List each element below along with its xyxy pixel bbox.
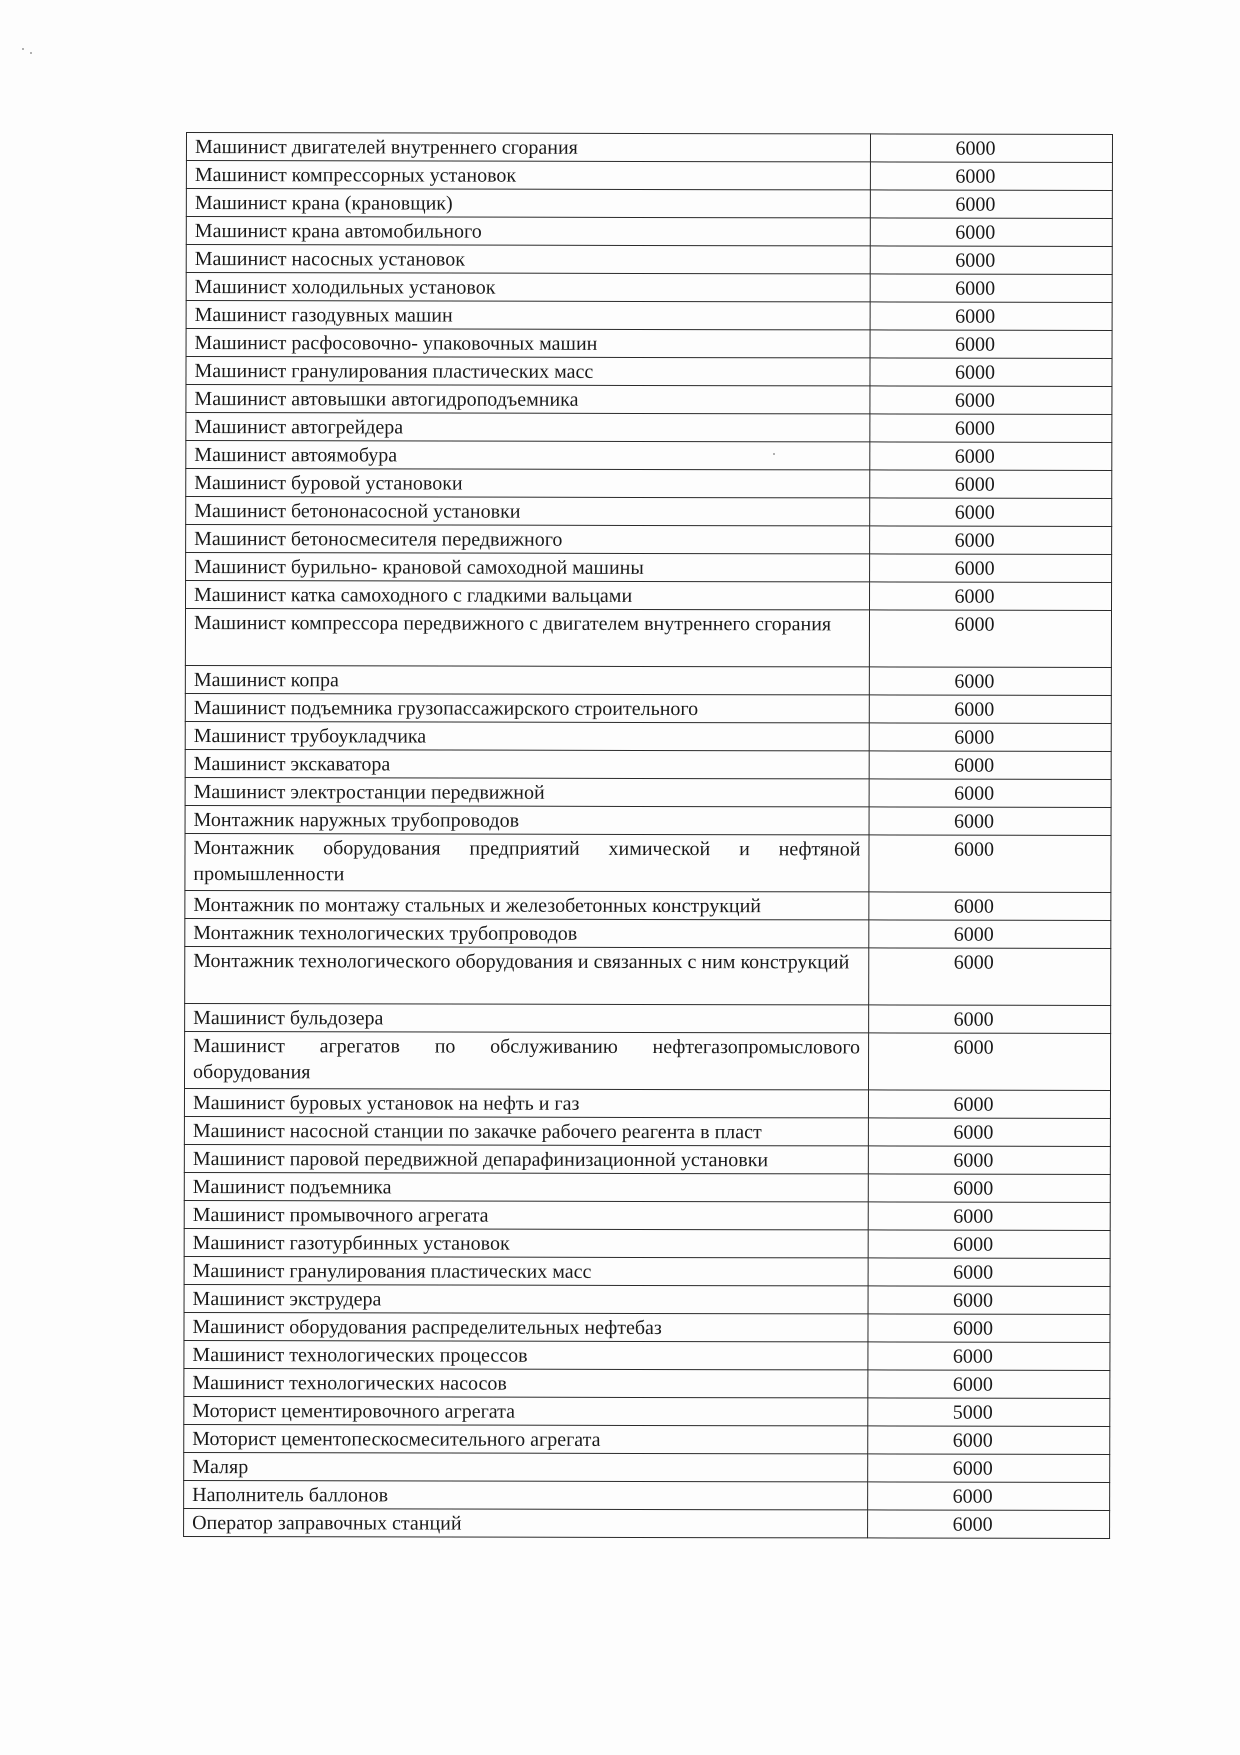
table-row bbox=[184, 1424, 1110, 1454]
table-row bbox=[185, 833, 1111, 892]
table-row bbox=[184, 1088, 1110, 1118]
profession-name-cell: Машинист компрессора передвижного с двигателем внутреннего сгорания bbox=[185, 609, 869, 667]
profession-name-cell: Машинист двигателей внутреннего сгорания bbox=[186, 133, 870, 162]
profession-name-cell: Машинист бульдозера bbox=[185, 1003, 869, 1032]
table-row bbox=[184, 1452, 1110, 1482]
price-value-cell: 6000 bbox=[868, 1258, 1110, 1287]
profession-name-cell: Оператор заправочных станций bbox=[184, 1508, 868, 1537]
profession-name-cell: Машинист промывочного агрегата bbox=[184, 1200, 868, 1229]
table-row bbox=[184, 1480, 1110, 1510]
price-value-cell: 6000 bbox=[870, 134, 1112, 163]
table-row bbox=[185, 777, 1111, 807]
profession-name-cell: Машинист бетононасосной установки bbox=[186, 497, 870, 526]
price-value-cell: 6000 bbox=[868, 1370, 1110, 1399]
table-row bbox=[186, 497, 1112, 527]
price-value-cell: 6000 bbox=[870, 582, 1112, 611]
price-value-cell: 6000 bbox=[870, 554, 1112, 583]
profession-price-table bbox=[183, 132, 1113, 1539]
table-row bbox=[186, 469, 1112, 499]
profession-name-cell: Машинист холодильных установок bbox=[186, 273, 870, 302]
price-value-cell: 6000 bbox=[870, 386, 1112, 415]
profession-name-cell: Машинист насосной станции по закачке рабочего реагента в пласт bbox=[184, 1116, 868, 1145]
price-value-cell: 6000 bbox=[870, 274, 1112, 303]
table-row bbox=[184, 1228, 1110, 1258]
profession-name-cell: Машинист катка самоходного с гладкими вальцами bbox=[186, 581, 870, 610]
price-value-cell: 6000 bbox=[868, 1118, 1110, 1147]
price-value-cell: 6000 bbox=[869, 948, 1111, 1006]
price-value-cell: 6000 bbox=[869, 667, 1111, 696]
profession-name-cell: Машинист оборудования распределительных нефтебаз bbox=[184, 1312, 868, 1341]
profession-name-cell: Машинист крана (крановщик) bbox=[186, 189, 870, 218]
profession-name-cell: Монтажник оборудования предприятий химической и нефтяной промышленности bbox=[185, 833, 869, 891]
profession-name-cell: Машинист гранулирования пластических масс bbox=[184, 1256, 868, 1285]
price-value-cell: 6000 bbox=[868, 1286, 1110, 1315]
table-row bbox=[184, 1144, 1110, 1174]
price-value-cell: 6000 bbox=[870, 442, 1112, 471]
table-row bbox=[186, 581, 1112, 611]
price-value-cell: 6000 bbox=[869, 920, 1111, 949]
price-value-cell: 6000 bbox=[869, 835, 1111, 893]
price-value-cell: 6000 bbox=[868, 1342, 1110, 1371]
table-row bbox=[184, 1284, 1110, 1314]
profession-name-cell: Машинист экструдера bbox=[184, 1284, 868, 1313]
scan-speck bbox=[22, 48, 24, 50]
table-row bbox=[185, 665, 1111, 695]
price-value-cell: 6000 bbox=[868, 1090, 1110, 1119]
profession-name-cell: Машинист технологических процессов bbox=[184, 1340, 868, 1369]
table-row bbox=[186, 189, 1112, 219]
table-row bbox=[184, 1116, 1110, 1146]
table-row bbox=[186, 273, 1112, 303]
profession-name-cell: Монтажник наружных трубопроводов bbox=[185, 805, 869, 834]
price-value-cell: 6000 bbox=[870, 358, 1112, 387]
table-row bbox=[186, 385, 1112, 415]
price-value-cell: 6000 bbox=[870, 470, 1112, 499]
price-value-cell: 6000 bbox=[870, 414, 1112, 443]
profession-name-cell: Машинист паровой передвижной депарафинизационной установки bbox=[184, 1144, 868, 1173]
price-value-cell: 6000 bbox=[870, 246, 1112, 275]
price-value-cell: 5000 bbox=[868, 1398, 1110, 1427]
table-row bbox=[184, 1368, 1110, 1398]
price-value-cell: 6000 bbox=[868, 1174, 1110, 1203]
price-value-cell: 6000 bbox=[870, 330, 1112, 359]
price-value-cell: 6000 bbox=[868, 1146, 1110, 1175]
price-value-cell: 6000 bbox=[869, 807, 1111, 836]
table-row bbox=[184, 1312, 1110, 1342]
table-row bbox=[186, 245, 1112, 275]
profession-name-cell: Машинист трубоукладчика bbox=[185, 721, 869, 750]
table-row bbox=[185, 609, 1111, 668]
profession-name-cell: Маляр bbox=[184, 1452, 868, 1481]
price-value-cell: 6000 bbox=[870, 526, 1112, 555]
profession-name-cell: Машинист насосных установок bbox=[186, 245, 870, 274]
profession-name-cell: Монтажник технологических трубопроводов bbox=[185, 918, 869, 947]
price-value-cell: 6000 bbox=[868, 1454, 1110, 1483]
profession-name-cell: Наполнитель баллонов bbox=[184, 1480, 868, 1509]
table-body bbox=[184, 133, 1113, 1539]
profession-name-cell: Машинист бурильно- крановой самоходной машины bbox=[186, 553, 870, 582]
profession-name-cell: Машинист электростанции передвижной bbox=[185, 777, 869, 806]
table-row bbox=[186, 329, 1112, 359]
table-row bbox=[185, 693, 1111, 723]
table-row bbox=[184, 1172, 1110, 1202]
profession-name-cell: Машинист газодувных машин bbox=[186, 301, 870, 330]
profession-name-cell: Машинист крана автомобильного bbox=[186, 217, 870, 246]
table-row bbox=[186, 553, 1112, 583]
scan-speck bbox=[30, 52, 32, 54]
profession-name-cell: Машинист буровой установоки bbox=[186, 469, 870, 498]
table-row bbox=[185, 1003, 1111, 1033]
table-row bbox=[185, 890, 1111, 920]
price-value-cell: 6000 bbox=[869, 779, 1111, 808]
price-value-cell: 6000 bbox=[868, 1230, 1110, 1259]
table-row bbox=[184, 1396, 1110, 1426]
table-row bbox=[186, 357, 1112, 387]
price-value-cell: 6000 bbox=[869, 751, 1111, 780]
price-value-cell: 6000 bbox=[868, 1426, 1110, 1455]
profession-name-cell: Монтажник технологического оборудования и связанных с ним конструкций bbox=[185, 946, 869, 1004]
table-row bbox=[184, 1200, 1110, 1230]
profession-name-cell: Машинист технологических насосов bbox=[184, 1368, 868, 1397]
price-value-cell: 6000 bbox=[870, 218, 1112, 247]
table-row bbox=[186, 441, 1112, 471]
profession-name-cell: Машинист газотурбинных установок bbox=[184, 1228, 868, 1257]
table-row bbox=[185, 749, 1111, 779]
profession-name-cell: Машинист агрегатов по обслуживанию нефтегазопромыслового оборудования bbox=[184, 1031, 868, 1089]
price-value-cell: 6000 bbox=[869, 610, 1111, 668]
price-value-cell: 6000 bbox=[868, 1202, 1110, 1231]
table-row bbox=[185, 805, 1111, 835]
profession-name-cell: Машинист бетоносмесителя передвижного bbox=[186, 525, 870, 554]
table-row bbox=[185, 918, 1111, 948]
table-row bbox=[186, 217, 1112, 247]
table-row bbox=[186, 413, 1112, 443]
profession-name-cell: Машинист автовышки автогидроподъемника bbox=[186, 385, 870, 414]
price-value-cell: 6000 bbox=[869, 892, 1111, 921]
profession-name-cell: Машинист экскаватора bbox=[185, 749, 869, 778]
price-value-cell: 6000 bbox=[868, 1482, 1110, 1511]
price-value-cell: 6000 bbox=[868, 1510, 1110, 1539]
price-value-cell: 6000 bbox=[869, 1005, 1111, 1034]
table-row bbox=[184, 1340, 1110, 1370]
price-value-cell: 6000 bbox=[870, 498, 1112, 527]
profession-name-cell: Машинист копра bbox=[185, 665, 869, 694]
profession-name-cell: Монтажник по монтажу стальных и железобетонных конструкций bbox=[185, 890, 869, 919]
profession-name-cell: Машинист автоямобура bbox=[186, 441, 870, 470]
table-row bbox=[185, 721, 1111, 751]
price-value-cell: 6000 bbox=[870, 190, 1112, 219]
profession-name-cell: Машинист буровых установок на нефть и газ bbox=[184, 1088, 868, 1117]
table-row bbox=[186, 133, 1112, 163]
table-row bbox=[185, 946, 1111, 1005]
profession-name-cell: Машинист гранулирования пластических масс bbox=[186, 357, 870, 386]
table-row bbox=[184, 1508, 1110, 1538]
price-value-cell: 6000 bbox=[869, 723, 1111, 752]
table-row bbox=[184, 1256, 1110, 1286]
profession-name-cell: Машинист автогрейдера bbox=[186, 413, 870, 442]
table-row bbox=[184, 1031, 1110, 1090]
profession-name-cell: Моторист цементировочного агрегата bbox=[184, 1396, 868, 1425]
price-value-cell: 6000 bbox=[868, 1033, 1110, 1091]
profession-name-cell: Машинист компрессорных установок bbox=[186, 161, 870, 190]
table-row bbox=[186, 301, 1112, 331]
profession-name-cell: Машинист подъемника грузопассажирского строительного bbox=[185, 693, 869, 722]
profession-name-cell: Машинист подъемника bbox=[184, 1172, 868, 1201]
profession-name-cell: Моторист цементопескосмесительного агрегата bbox=[184, 1424, 868, 1453]
price-value-cell: 6000 bbox=[870, 302, 1112, 331]
profession-name-cell: Машинист расфосовочно- упаковочных машин bbox=[186, 329, 870, 358]
table-row bbox=[186, 161, 1112, 191]
price-value-cell: 6000 bbox=[869, 695, 1111, 724]
price-value-cell: 6000 bbox=[870, 162, 1112, 191]
table-row bbox=[186, 525, 1112, 555]
price-value-cell: 6000 bbox=[868, 1314, 1110, 1343]
